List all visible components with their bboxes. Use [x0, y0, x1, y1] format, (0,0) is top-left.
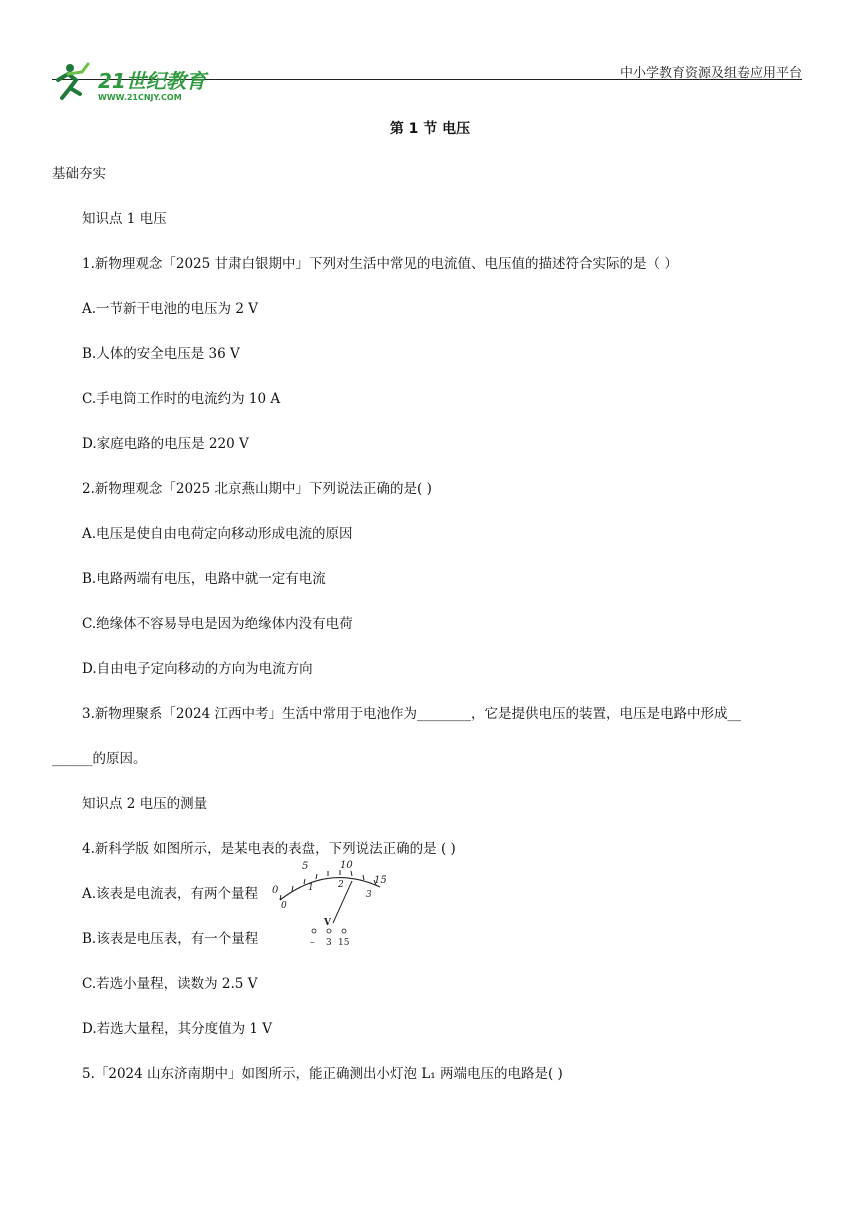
logo-url: WWW.21CNJY.COM: [98, 93, 182, 102]
dial-outer-label-0: 0: [272, 885, 279, 896]
question-1-option-b: B.人体的安全电压是 36 V: [82, 346, 240, 362]
logo-text: 21世纪教育: [98, 69, 206, 93]
page-title: 第 1 节 电压: [389, 121, 471, 137]
question-4-option-d: D.若选大量程，其分度值为 1 V: [82, 1021, 273, 1037]
question-3-line-1: 3.新物理聚系「2024 江西中考」生活中常用于电池作为________，它是提供电压的装置，电压是电路中形成__: [82, 706, 742, 722]
dial-unit: V: [324, 918, 331, 928]
platform-name: 中小学教育资源及组卷应用平台: [619, 66, 802, 81]
terminal-label-15: 15: [338, 938, 350, 948]
runner-icon: [58, 64, 88, 98]
section-heading: 基础夯实: [52, 166, 106, 182]
terminal-3: [327, 929, 331, 933]
question-4-stem: 4.新科学版 如图所示，是某电表的表盘，下列说法正确的是 ( ): [82, 841, 456, 857]
question-2-stem: 2.新物理观念「2025 北京燕山期中」下列说法正确的是( ): [82, 481, 432, 497]
site-logo: [48, 58, 218, 106]
question-1-stem: 1.新物理观念「2025 甘肃白银期中」下列对生活中常见的电流值、电压值的描述符合实际的是（ ）: [82, 256, 678, 272]
dial-arc: [280, 878, 380, 900]
question-3-line-2: ______的原因。: [52, 751, 147, 767]
question-2-option-d: D.自由电子定向移动的方向为电流方向: [82, 661, 313, 677]
dial-inner-label-0: 0: [281, 901, 287, 911]
dial-inner-label-2: 2: [338, 880, 344, 890]
knowledge-point-1: 知识点 1 电压: [82, 211, 167, 227]
dial-outer-label-10: 10: [340, 860, 353, 871]
question-1-option-c: C.手电筒工作时的电流约为 10 A: [82, 391, 281, 407]
question-2-option-c: C.绝缘体不容易导电是因为绝缘体内没有电荷: [82, 616, 353, 632]
terminal-label-negative: –: [310, 938, 315, 948]
question-1-option-a: A.一节新干电池的电压为 2 V: [82, 301, 258, 317]
dial-inner-label-1: 1: [308, 883, 314, 893]
question-4-option-c: C.若选小量程，读数为 2.5 V: [82, 976, 258, 992]
question-1-option-d: D.家庭电路的电压是 220 V: [82, 436, 249, 452]
terminal-label-3: 3: [326, 938, 332, 948]
dial-inner-label-3: 3: [366, 890, 372, 900]
question-4-option-a: A.该表是电流表，有两个量程: [82, 886, 259, 902]
dial-outer-label-5: 5: [302, 861, 309, 872]
terminal-negative: [312, 929, 316, 933]
voltmeter-dial: [268, 855, 398, 950]
question-2-option-a: A.电压是使自由电荷定向移动形成电流的原因: [82, 526, 353, 542]
dial-outer-label-15: 15: [374, 875, 387, 886]
question-2-option-b: B.电路两端有电压，电路中就一定有电流: [82, 571, 326, 587]
knowledge-point-2: 知识点 2 电压的测量: [82, 796, 208, 812]
question-4-option-b: B.该表是电压表，有一个量程: [82, 931, 259, 947]
question-5-stem: 5.「2024 山东济南期中」如图所示，能正确测出小灯泡 L₁ 两端电压的电路是( ): [82, 1066, 563, 1082]
dial-ticks: [280, 870, 376, 900]
terminal-15: [342, 929, 346, 933]
